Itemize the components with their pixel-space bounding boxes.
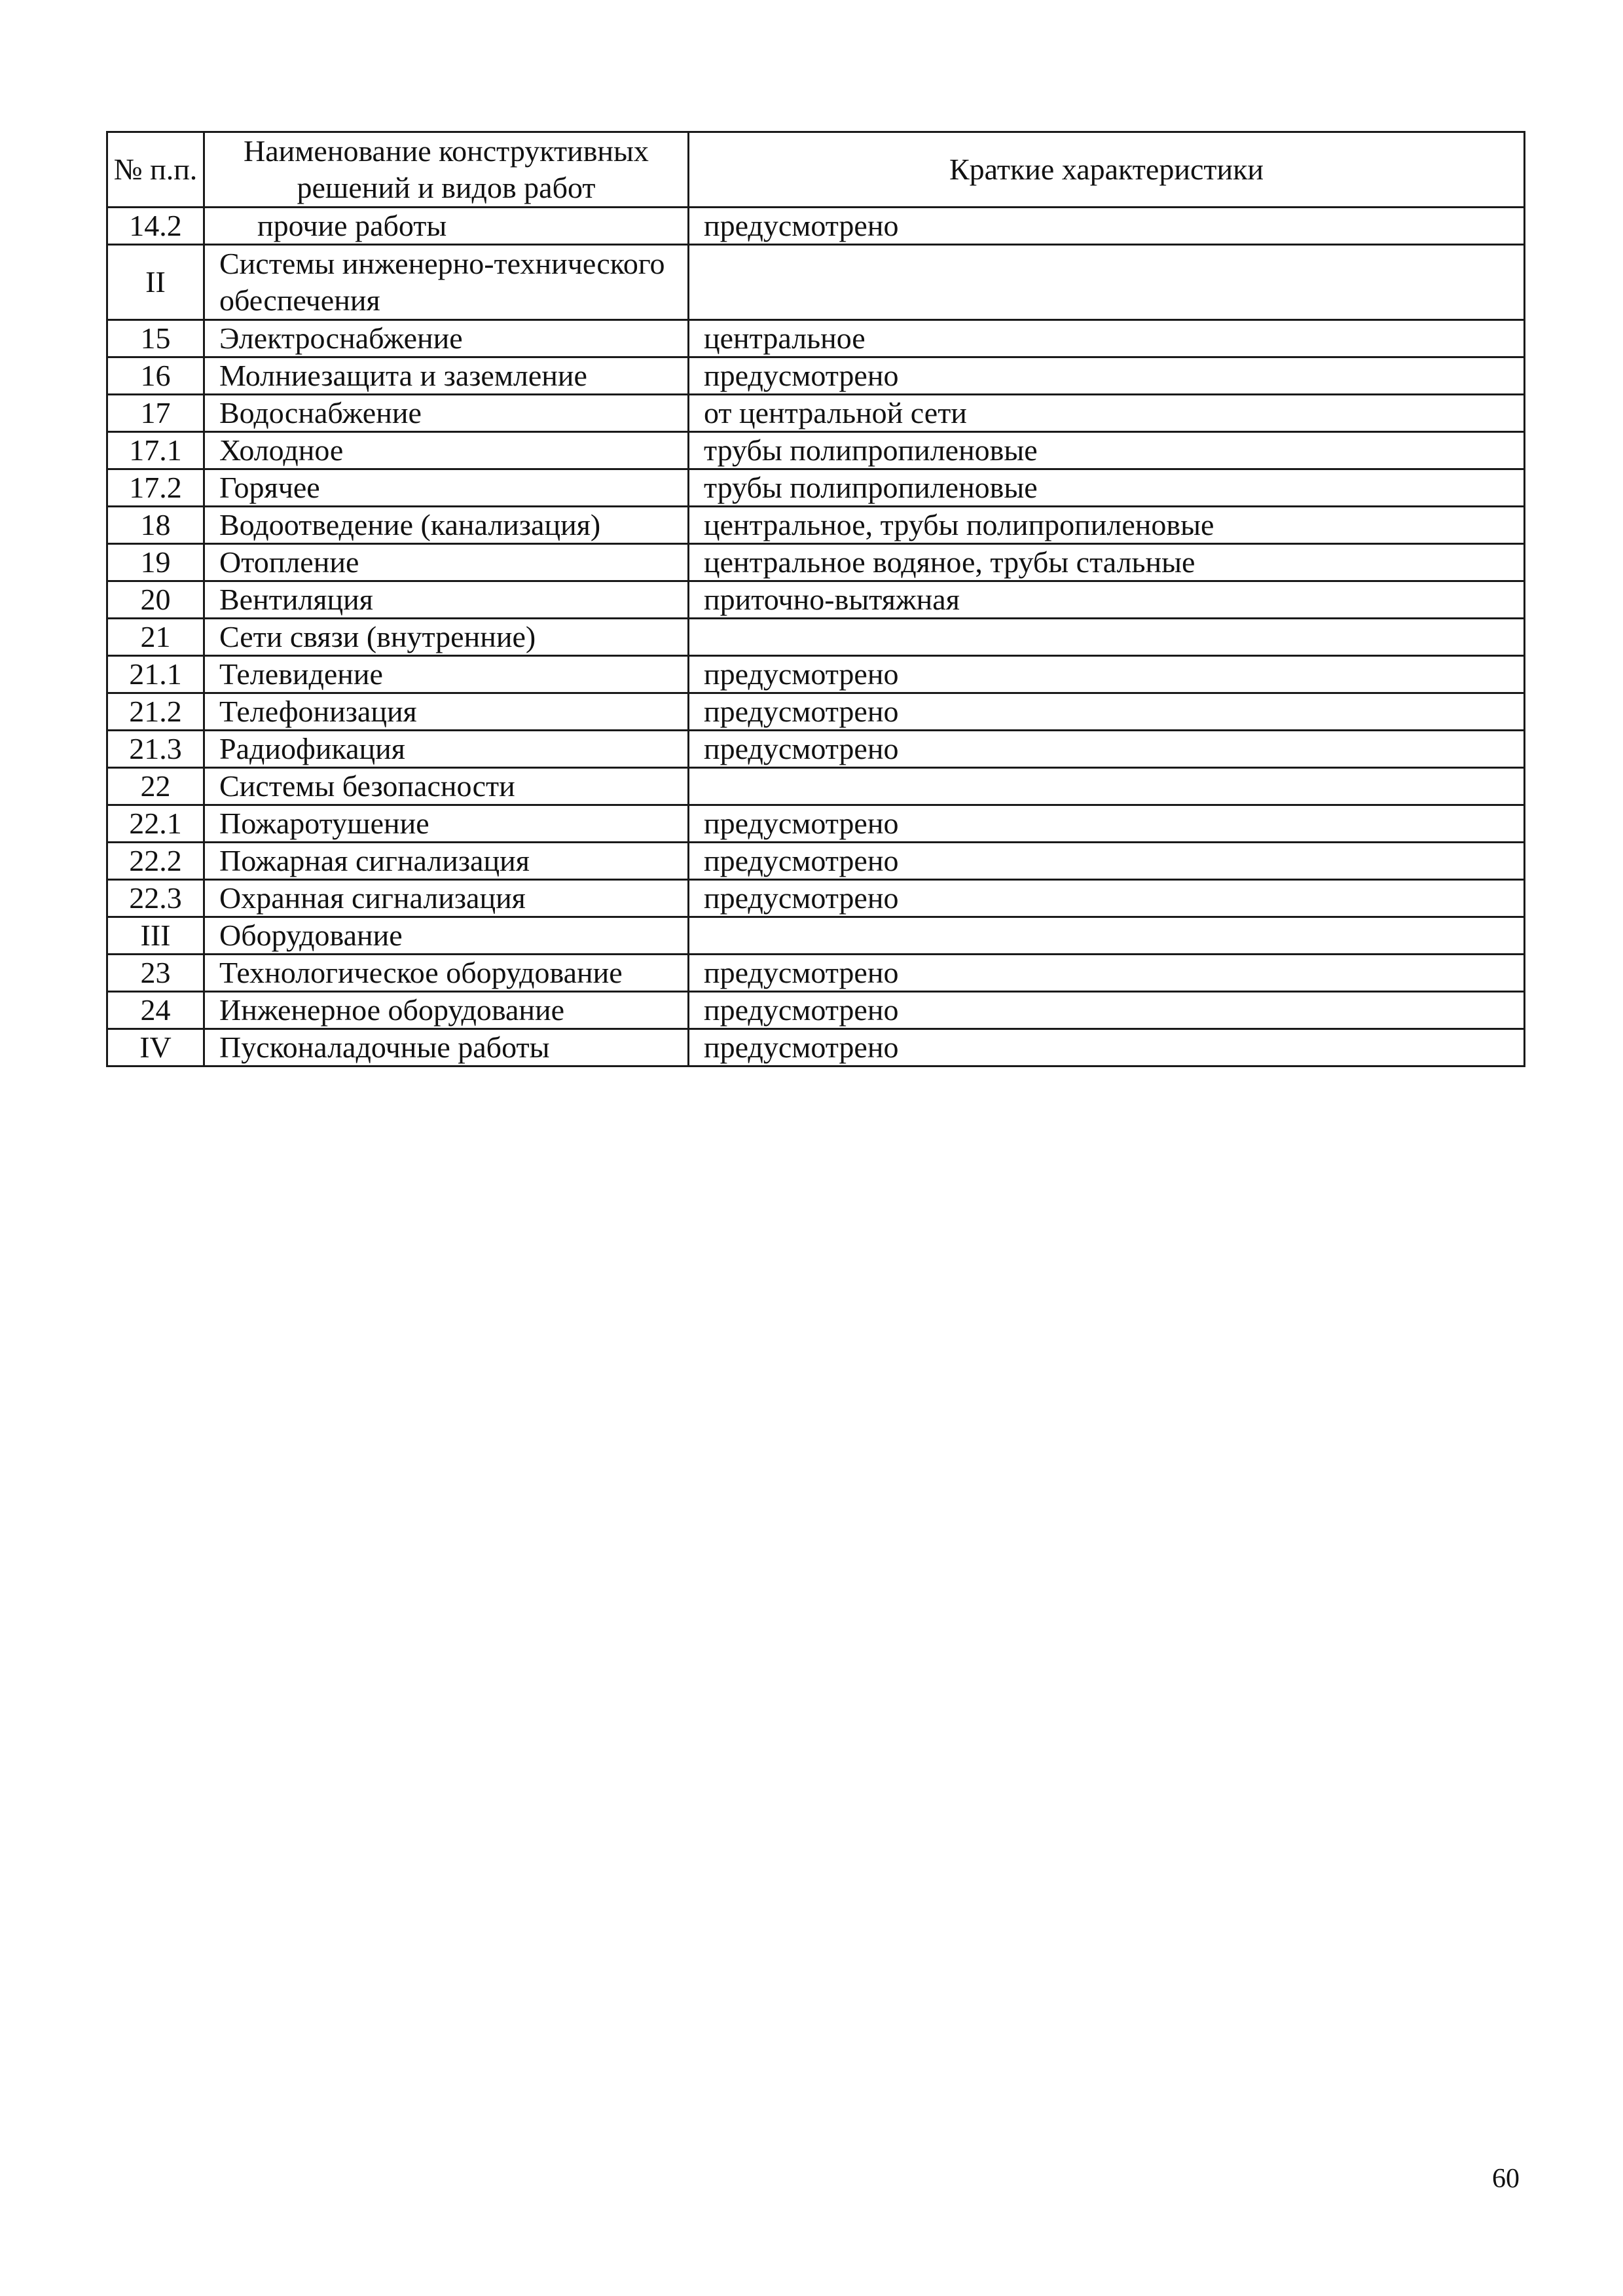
row-description: предусмотрено xyxy=(689,880,1525,917)
table-row xyxy=(107,843,1525,880)
row-number: 18 xyxy=(107,507,204,544)
table-header-row xyxy=(107,132,1525,208)
row-description: предусмотрено xyxy=(689,805,1525,843)
row-name: Вентиляция xyxy=(204,581,689,619)
row-number: 22.1 xyxy=(107,805,204,843)
table-row xyxy=(107,395,1525,432)
row-number: 22 xyxy=(107,768,204,805)
table-row xyxy=(107,619,1525,656)
row-name: Отопление xyxy=(204,544,689,581)
row-description: предусмотрено xyxy=(689,731,1525,768)
row-description: приточно-вытяжная xyxy=(689,581,1525,619)
row-description: предусмотрено xyxy=(689,955,1525,992)
row-number: 21.3 xyxy=(107,731,204,768)
row-number: 24 xyxy=(107,992,204,1029)
table-row xyxy=(107,320,1525,357)
table-row xyxy=(107,245,1525,320)
row-description: трубы полипропиленовые xyxy=(689,469,1525,507)
table-row xyxy=(107,469,1525,507)
row-description: предусмотрено xyxy=(689,208,1525,245)
table-row xyxy=(107,357,1525,395)
row-number: 22.3 xyxy=(107,880,204,917)
row-description: центральное xyxy=(689,320,1525,357)
row-number: 21.2 xyxy=(107,693,204,731)
row-number: 17.1 xyxy=(107,432,204,469)
row-name: Пожарная сигнализация xyxy=(204,843,689,880)
row-number: 16 xyxy=(107,357,204,395)
row-description: трубы полипропиленовые xyxy=(689,432,1525,469)
row-description: предусмотрено xyxy=(689,843,1525,880)
row-number: 22.2 xyxy=(107,843,204,880)
table-row xyxy=(107,1029,1525,1066)
table-row xyxy=(107,432,1525,469)
table-row xyxy=(107,955,1525,992)
row-name: Телефонизация xyxy=(204,693,689,731)
table-row xyxy=(107,992,1525,1029)
table-row xyxy=(107,507,1525,544)
row-name: Технологическое оборудование xyxy=(204,955,689,992)
row-number: 19 xyxy=(107,544,204,581)
row-description: предусмотрено xyxy=(689,693,1525,731)
header-description: Краткие характеристики xyxy=(689,132,1525,208)
row-name: Охранная сигнализация xyxy=(204,880,689,917)
row-description: центральное, трубы полипропиленовые xyxy=(689,507,1525,544)
row-number: 21 xyxy=(107,619,204,656)
table-row xyxy=(107,805,1525,843)
row-name: Водоснабжение xyxy=(204,395,689,432)
row-name: Радиофикация xyxy=(204,731,689,768)
table-row xyxy=(107,581,1525,619)
row-name: Пожаротушение xyxy=(204,805,689,843)
table-row xyxy=(107,880,1525,917)
table-row xyxy=(107,917,1525,955)
row-number: 21.1 xyxy=(107,656,204,693)
row-name: Водоотведение (канализация) xyxy=(204,507,689,544)
row-number: 20 xyxy=(107,581,204,619)
table-row xyxy=(107,731,1525,768)
row-name: Молниезащита и заземление xyxy=(204,357,689,395)
row-name: Системы безопасности xyxy=(204,768,689,805)
table-row xyxy=(107,208,1525,245)
table-row xyxy=(107,544,1525,581)
row-description: центральное водяное, трубы стальные xyxy=(689,544,1525,581)
row-name: Электроснабжение xyxy=(204,320,689,357)
row-name: прочие работы xyxy=(204,208,689,245)
row-name: Системы инженерно-технического обеспечения xyxy=(204,245,689,320)
row-description xyxy=(689,917,1525,955)
row-number: II xyxy=(107,245,204,320)
row-description xyxy=(689,245,1525,320)
row-name: Пусконаладочные работы xyxy=(204,1029,689,1066)
row-description: предусмотрено xyxy=(689,656,1525,693)
header-number: № п.п. xyxy=(107,132,204,208)
row-description: предусмотрено xyxy=(689,992,1525,1029)
row-number: 23 xyxy=(107,955,204,992)
row-name: Горячее xyxy=(204,469,689,507)
row-name: Холодное xyxy=(204,432,689,469)
table-row xyxy=(107,768,1525,805)
row-number: 17.2 xyxy=(107,469,204,507)
row-number: 17 xyxy=(107,395,204,432)
row-number: III xyxy=(107,917,204,955)
table-row xyxy=(107,656,1525,693)
row-description: от центральной сети xyxy=(689,395,1525,432)
row-description: предусмотрено xyxy=(689,357,1525,395)
row-description xyxy=(689,768,1525,805)
table-row xyxy=(107,693,1525,731)
row-name: Сети связи (внутренние) xyxy=(204,619,689,656)
row-name: Инженерное оборудование xyxy=(204,992,689,1029)
row-number: IV xyxy=(107,1029,204,1066)
specification-table xyxy=(106,131,1525,1067)
row-number: 14.2 xyxy=(107,208,204,245)
row-name: Оборудование xyxy=(204,917,689,955)
header-name: Наименование конструктивных решений и видов работ xyxy=(204,132,689,208)
row-description xyxy=(689,619,1525,656)
row-number: 15 xyxy=(107,320,204,357)
page-number: 60 xyxy=(1492,2164,1520,2194)
row-name: Телевидение xyxy=(204,656,689,693)
row-description: предусмотрено xyxy=(689,1029,1525,1066)
